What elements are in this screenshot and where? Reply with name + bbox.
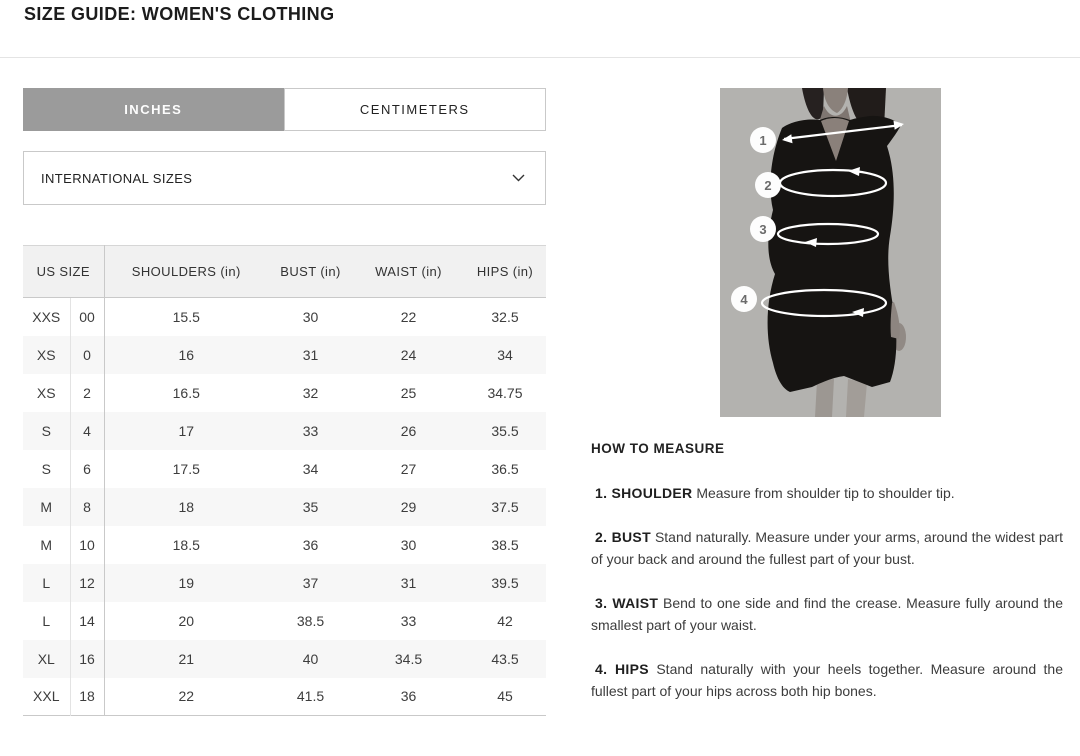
measure-item-label: 2. BUST — [595, 529, 651, 545]
bust-value: 30 — [302, 308, 319, 325]
bust-value: 38.5 — [296, 612, 325, 629]
bust-value: 36 — [302, 536, 319, 553]
page-title: SIZE GUIDE: WOMEN'S CLOTHING — [24, 4, 335, 24]
hips-value: 37.5 — [491, 498, 519, 515]
size-number: 18 — [70, 678, 104, 716]
size-number: 0 — [70, 336, 104, 374]
size-number: 2 — [70, 374, 104, 412]
measure-item: 3. WAIST Bend to one side and find the crease. Measure fully around the smallest part of your waist. — [591, 595, 1064, 633]
table-row — [23, 526, 546, 564]
marker-3-badge: 3 — [759, 222, 767, 237]
size-letter: L — [23, 564, 70, 602]
table-row — [23, 450, 546, 488]
waist-value: 33 — [400, 612, 417, 629]
bust-value: 32 — [302, 384, 319, 401]
size-letter: S — [23, 412, 70, 450]
waist-value: 27 — [400, 460, 417, 477]
how-to-measure-heading: HOW TO MEASURE — [591, 441, 725, 456]
shoulders-value: 21 — [178, 650, 195, 667]
table-row — [23, 640, 546, 678]
size-number: 4 — [70, 412, 104, 450]
size-number: 12 — [70, 564, 104, 602]
bust-value: 41.5 — [296, 688, 325, 705]
measure-list — [591, 482, 1063, 702]
shoulders-value: 18 — [178, 498, 195, 515]
hips-value: 36.5 — [491, 460, 519, 477]
model-dress — [768, 116, 901, 392]
waist-value: 30 — [400, 536, 417, 553]
shoulders-value: 19 — [178, 574, 195, 591]
bust-value: 34 — [302, 460, 319, 477]
size-chart-panel — [23, 88, 546, 716]
table-row — [23, 564, 546, 602]
shoulders-value: 22 — [178, 688, 195, 705]
model-image — [720, 88, 941, 417]
marker-2-badge: 2 — [764, 178, 772, 193]
col-header-hips: HIPS (in) — [464, 246, 546, 298]
bust-value: 35 — [302, 498, 319, 515]
waist-value: 36 — [400, 688, 417, 705]
hips-value: 43.5 — [491, 650, 519, 667]
measure-item: 4. HIPS Stand naturally with your heels together. Measure around the fullest part of your hips across both hip bones. — [591, 661, 1064, 699]
waist-value: 26 — [400, 422, 417, 439]
waist-value: 24 — [400, 346, 417, 363]
tab-centimeters[interactable]: CENTIMETERS — [284, 88, 547, 131]
bust-value: 37 — [302, 574, 319, 591]
international-sizes-dropdown[interactable] — [23, 151, 546, 205]
table-row — [23, 678, 546, 716]
size-table-body — [23, 298, 546, 716]
shoulders-value: 18.5 — [172, 536, 200, 553]
size-number: 16 — [70, 640, 104, 678]
table-row — [23, 488, 546, 526]
col-header-waist: WAIST (in) — [353, 246, 464, 298]
measure-item: 1. SHOULDER Measure from shoulder tip to shoulder tip. — [595, 485, 955, 501]
hips-value: 34.75 — [487, 384, 523, 401]
bust-value: 31 — [302, 346, 319, 363]
marker-1-badge: 1 — [759, 133, 767, 148]
measurement-figure — [720, 88, 941, 417]
size-table-header — [23, 246, 546, 298]
col-header-shoulders: SHOULDERS (in) — [104, 246, 268, 298]
marker-4-badge: 4 — [740, 292, 748, 307]
bust-value: 40 — [302, 650, 319, 667]
hips-value: 34 — [497, 346, 513, 363]
hips-value: 45 — [497, 688, 513, 705]
hips-value: 38.5 — [491, 536, 519, 553]
size-letter: XS — [23, 336, 70, 374]
measure-item: 2. BUST Stand naturally. Measure under your arms, around the widest part of your back and around the fullest part of your bust. — [591, 529, 1063, 567]
model-legs — [815, 379, 834, 417]
waist-value: 29 — [400, 498, 417, 515]
table-row — [23, 412, 546, 450]
hips-value: 35.5 — [491, 422, 519, 439]
waist-value: 34.5 — [394, 650, 423, 667]
size-table — [23, 245, 546, 716]
hips-value: 42 — [497, 612, 513, 629]
shoulders-value: 20 — [178, 612, 195, 629]
shoulders-value: 16.5 — [172, 384, 200, 401]
size-number: 14 — [70, 602, 104, 640]
size-number: 6 — [70, 450, 104, 488]
shoulders-value: 15.5 — [172, 308, 200, 325]
shoulders-value: 17 — [178, 422, 195, 439]
measure-item-label: 4. HIPS — [595, 661, 649, 677]
table-row — [23, 298, 546, 336]
measure-item-label: 1. SHOULDER — [595, 485, 693, 501]
shoulders-value: 17.5 — [172, 460, 200, 477]
chevron-down-icon — [512, 174, 525, 182]
size-letter: XXL — [23, 678, 70, 716]
hips-value: 32.5 — [491, 308, 519, 325]
waist-value: 22 — [400, 308, 417, 325]
unit-tabs — [23, 88, 546, 131]
shoulders-value: 16 — [178, 346, 195, 363]
waist-value: 31 — [400, 574, 417, 591]
size-letter: M — [23, 526, 70, 564]
waist-value: 25 — [400, 384, 417, 401]
table-row — [23, 336, 546, 374]
size-letter: XS — [23, 374, 70, 412]
bust-value: 33 — [302, 422, 319, 439]
col-header-us-size: US SIZE — [23, 246, 104, 298]
col-header-bust: BUST (in) — [268, 246, 353, 298]
tab-inches[interactable]: INCHES — [23, 88, 284, 131]
size-letter: XXS — [23, 298, 70, 336]
table-row — [23, 374, 546, 412]
how-to-measure-section — [591, 441, 1063, 724]
size-letter: S — [23, 450, 70, 488]
header-divider — [0, 57, 1080, 58]
size-letter: XL — [23, 640, 70, 678]
measure-item-label: 3. WAIST — [595, 595, 659, 611]
size-letter: L — [23, 602, 70, 640]
size-number: 8 — [70, 488, 104, 526]
size-number: 10 — [70, 526, 104, 564]
hips-value: 39.5 — [491, 574, 519, 591]
size-number: 00 — [70, 298, 104, 336]
dropdown-selected-value: INTERNATIONAL SIZES — [41, 170, 193, 186]
table-row — [23, 602, 546, 640]
size-letter: M — [23, 488, 70, 526]
